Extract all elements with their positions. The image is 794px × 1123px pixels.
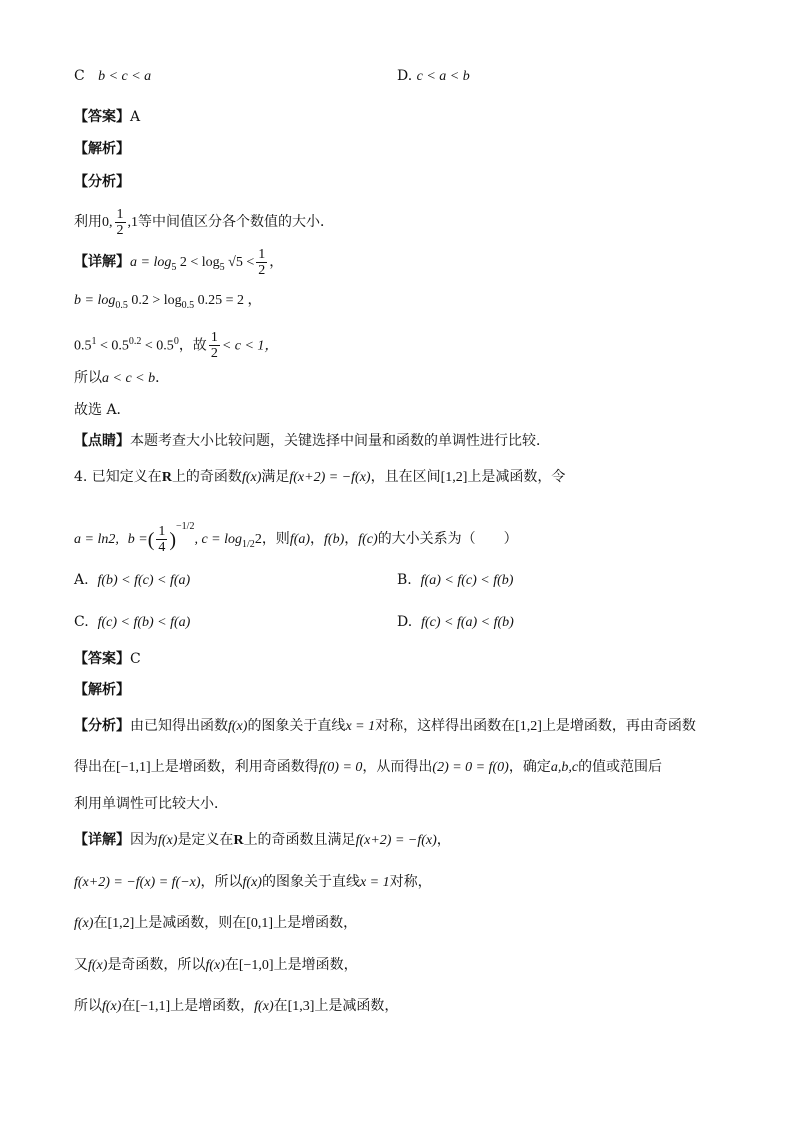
superscript: 0 (173, 336, 179, 347)
math: f(x) (88, 958, 108, 973)
numerator: 1 (210, 330, 218, 346)
option-expr: c < a < b (416, 69, 470, 84)
option-label: A. (74, 572, 89, 588)
text: ，从而得出 (362, 759, 433, 775)
xiangjie-line-2 (74, 290, 262, 316)
paren: ) (169, 529, 177, 551)
math: 0.2 > log (127, 293, 182, 308)
fraction (209, 330, 220, 361)
math: [1,3] (287, 999, 315, 1014)
math: f(x) (228, 719, 248, 734)
text: 又 (74, 957, 88, 973)
subscript: 5 (171, 261, 177, 273)
text: 的图象关于直线 (261, 874, 360, 890)
math: f(x) (241, 470, 262, 485)
math: a = log (130, 255, 172, 270)
text: 得出在 (74, 759, 116, 775)
option-d (397, 612, 514, 633)
superscript: 0.2 (128, 336, 142, 347)
answer-value: C (130, 651, 141, 667)
math: R (233, 833, 244, 848)
text: ， (344, 531, 359, 547)
q4-detail-line-4 (74, 955, 358, 976)
text: 4. 已知定义在 (74, 469, 162, 485)
jiexi-tag: 【解析】 (74, 141, 130, 157)
math: f(x+2) = −f(x) = f(−x) (74, 875, 201, 890)
math: f(x) (158, 833, 178, 848)
math: 2 (254, 532, 262, 547)
subscript: 5 (219, 261, 225, 273)
option-b (397, 570, 513, 591)
fenxi-tag: 【分析】 (74, 174, 130, 190)
dianjing-line (74, 431, 550, 451)
math: 2 < log (176, 255, 220, 270)
denominator: 2 (210, 346, 218, 362)
text: 在 (121, 998, 136, 1014)
text: 所以 (74, 370, 102, 386)
math: f(x+2) = −f(x) (289, 470, 371, 485)
math: [1,2] (515, 719, 542, 734)
text: 上是增函数， (170, 998, 255, 1014)
text: ， (310, 531, 325, 547)
text: 在 (273, 998, 288, 1014)
text: 上是减函数，令 (467, 469, 566, 485)
math: R (161, 470, 172, 485)
text: ，则 (261, 531, 290, 547)
fraction (156, 524, 167, 555)
fenxi-text (74, 205, 334, 240)
math: , c = log (194, 532, 243, 547)
answer-tag: 【答案】 (74, 651, 130, 667)
math: [−1,1] (116, 760, 151, 775)
numerator: 1 (258, 246, 266, 262)
text: 由已知得出函数 (130, 718, 228, 734)
fraction (115, 207, 126, 238)
option-label: D. (397, 68, 413, 84)
text: 等中间值区分各个数值的大小． (138, 214, 334, 230)
text: 上是减函数， (314, 998, 399, 1014)
math: [0,1] (246, 916, 274, 931)
text: ． (155, 370, 170, 386)
fenxi-tag: 【分析】 (74, 718, 130, 734)
xiangjie-line-1 (74, 245, 283, 285)
q4-fenxi-line-3: 利用单调性可比较大小． (74, 796, 228, 812)
option-a (74, 570, 190, 591)
text: 在 (224, 957, 239, 973)
text: ， (269, 254, 284, 270)
math: f(x) (242, 875, 262, 890)
math: b = log (74, 293, 116, 308)
text: 因为 (130, 832, 158, 848)
text: 上是增函数， (273, 957, 358, 973)
math: f(0) = 0 (318, 760, 363, 775)
text: 上的奇函数 (171, 469, 242, 485)
math: f(x+2) = −f(x) (355, 833, 437, 848)
option-expr: f(a) < f(c) < f(b) (420, 573, 514, 588)
math: f(b) (324, 532, 345, 547)
denominator: 2 (258, 262, 266, 278)
math: [−1,0] (238, 958, 274, 973)
option-c-prev (74, 66, 151, 87)
math: a,b,c (550, 760, 579, 775)
math: 0.5 (74, 338, 92, 354)
numerator: 1 (116, 206, 124, 222)
answer-line (74, 107, 140, 127)
q4-detail-line-2 (74, 872, 432, 893)
text: ， (436, 832, 451, 848)
math: [1,2] (440, 470, 468, 485)
text: 上是增函数，利用奇函数得 (150, 759, 319, 775)
text: 满足 (261, 469, 290, 485)
superscript: −1/2 (176, 521, 195, 532)
text: 利用 (74, 214, 102, 230)
q4-detail-line-3 (74, 913, 357, 934)
q4-stem-line-2 (74, 505, 518, 567)
math: x = 1 (345, 719, 376, 734)
text: ，确定 (508, 759, 551, 775)
math: f(a) (289, 532, 311, 547)
q4-fenxi-line-2 (74, 757, 662, 778)
xiangjie-line-4 (74, 368, 169, 389)
math: a = ln2, (74, 532, 119, 547)
subscript: 0.5 (181, 299, 195, 311)
math: b = (127, 532, 148, 547)
option-label: B. (397, 572, 412, 588)
q4-fenxi-line-1 (74, 716, 696, 737)
math: f(x) (205, 958, 225, 973)
math: f(c) (358, 532, 378, 547)
option-expr: f(c) < f(b) < f(a) (97, 615, 191, 630)
dianjing-text: 本题考查大小比较问题，关键选择中间量和函数的单调性进行比较． (130, 433, 550, 449)
subscript: 0.5 (115, 299, 128, 311)
math: 0.25 = 2 ， (194, 293, 262, 308)
text: 上是增函数， (273, 915, 358, 931)
answer-tag: 【答案】 (74, 109, 130, 125)
math: √5 < (224, 255, 255, 270)
text: 的值或范围后 (578, 759, 663, 775)
q4-detail-line-1 (74, 830, 451, 851)
text: 上的奇函数且满足 (243, 832, 356, 848)
superscript: 1 (91, 336, 97, 347)
math: f(x) (254, 999, 274, 1014)
denominator: 4 (158, 539, 166, 555)
math: [−1,1] (135, 999, 171, 1014)
paren: ( (147, 529, 155, 551)
text: 所以 (74, 998, 102, 1014)
text: 的大小关系为（ ） (377, 531, 518, 547)
option-expr: f(b) < f(c) < f(a) (97, 573, 191, 588)
xiangjie-tag: 【详解】 (74, 254, 130, 270)
math: 0, (102, 215, 113, 230)
dianjing-tag: 【点睛】 (74, 433, 130, 449)
fraction (256, 247, 267, 278)
subscript: 1/2 (242, 538, 255, 550)
option-label: D. (397, 614, 413, 630)
math: ,1 (127, 215, 138, 230)
xiangjie-tag: 【详解】 (74, 832, 130, 848)
q4-answer-line (74, 649, 141, 669)
text: 是定义在 (177, 832, 234, 848)
numerator: 1 (158, 523, 166, 539)
q4-jiexi-tag: 【解析】 (74, 682, 130, 698)
answer-value: A (130, 109, 141, 125)
text: 上是增函数，再由奇函数 (541, 718, 696, 734)
denominator: 2 (116, 222, 124, 238)
text: 的图象关于直线 (247, 718, 346, 734)
math: (2) = 0 = f(0) (432, 760, 509, 775)
option-expr: f(c) < f(a) < f(b) (421, 615, 514, 630)
math: f(x) (74, 916, 94, 931)
math: x = 1 (359, 875, 390, 890)
text: ，所以 (200, 874, 243, 890)
option-c (74, 612, 190, 633)
math: [1,2] (107, 916, 135, 931)
text: ，且在区间 (370, 469, 441, 485)
math: a < c < b (102, 371, 156, 386)
q4-detail-line-5 (74, 996, 398, 1017)
q4-stem-line-1 (74, 467, 565, 488)
option-expr: b < c < a (98, 69, 152, 84)
text: 在 (93, 915, 108, 931)
guxuan-line: 故选 A． (74, 402, 131, 418)
math: < c < 1， (221, 338, 279, 354)
math: f(x) (102, 999, 122, 1014)
text: 上是减函数，则在 (134, 915, 247, 931)
math: < 0.5 (141, 338, 174, 354)
text: 对称， (389, 874, 432, 890)
option-label: C (74, 68, 85, 84)
xiangjie-line-3 (74, 325, 278, 364)
option-d-prev (397, 66, 470, 87)
text: 对称，这样得出函数在 (375, 718, 516, 734)
option-label: C. (74, 614, 89, 630)
math: < 0.5 (96, 338, 129, 354)
text: 是奇函数，所以 (107, 957, 206, 973)
text: ，故 (178, 337, 207, 354)
